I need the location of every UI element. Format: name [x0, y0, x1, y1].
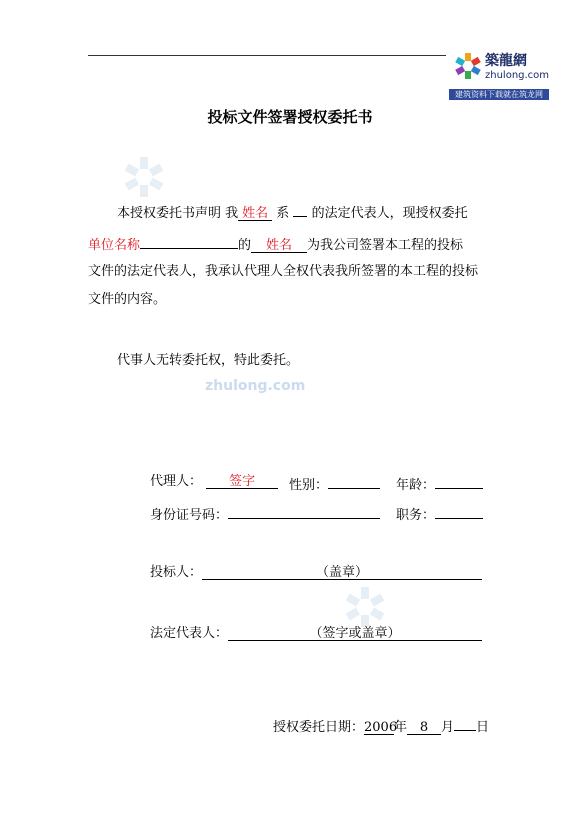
logo-url: zhulong.com — [485, 70, 550, 81]
watermark-snowflake-icon — [122, 155, 166, 199]
year-unit: 年 — [394, 720, 408, 735]
zhulong-logo — [449, 48, 549, 100]
authorization-date — [273, 717, 489, 735]
id-number-blank — [228, 505, 380, 519]
agent-name-field: 姓名 — [251, 239, 307, 253]
paragraph-1-line-2 — [88, 235, 463, 253]
gender-blank — [328, 475, 380, 489]
agent-row — [150, 475, 278, 489]
id-row — [150, 505, 380, 523]
date-year: 2006 — [364, 720, 398, 735]
age-blank — [435, 475, 483, 489]
paragraph-1-line-4: 文件的内容。 — [88, 292, 167, 307]
position-label: 职务： — [396, 508, 436, 523]
date-month: 8 — [407, 721, 441, 735]
snowflake-logo-icon — [453, 51, 483, 81]
unit-name-field: 单位名称 — [88, 238, 141, 253]
text: 本授权委托书声明 我 — [117, 206, 239, 221]
month-unit: 月 — [441, 720, 455, 735]
company-blank — [293, 203, 307, 217]
principal-name-field: 姓名 — [238, 207, 272, 221]
legal-rep-label: 法定代表人： — [150, 626, 229, 641]
bidder-row — [150, 566, 482, 580]
paragraph-2: 代事人无转委托权，特此委托。 — [117, 353, 300, 368]
position-blank — [435, 505, 483, 519]
document-title: 投标文件签署授权委托书 — [207, 108, 373, 126]
bidder-note: （盖章） — [316, 565, 369, 580]
paragraph-1-line-1 — [117, 203, 468, 221]
date-label: 授权委托日期： — [273, 720, 365, 735]
logo-slogan: 建筑资料下载就在筑龙网 — [449, 89, 549, 100]
watermark-text: zhulong.com — [205, 378, 306, 394]
day-unit: 日 — [476, 720, 490, 735]
text: 系 — [276, 206, 290, 221]
gender-label: 性别： — [289, 478, 329, 493]
paragraph-1-line-3: 文件的法定代表人，我承认代理人全权代表我所签署的本工程的投标 — [88, 264, 479, 279]
unit-name-blank — [140, 235, 238, 249]
agent-label: 代理人： — [150, 474, 203, 489]
date-day-blank — [454, 717, 476, 731]
text: 为我公司签署本工程的投标 — [307, 238, 464, 253]
age-label: 年龄： — [396, 478, 436, 493]
text: 的法定代表人，现授权委托 — [311, 206, 468, 221]
watermark-snowflake-icon — [343, 585, 387, 629]
logo-title: 築龍網 — [485, 53, 527, 69]
id-label: 身份证号码： — [150, 508, 229, 523]
age-row — [396, 475, 483, 493]
text: 的 — [238, 238, 252, 253]
legal-rep-signature-field — [228, 627, 482, 641]
legal-rep-note: （签字或盖章） — [309, 626, 401, 641]
legal-rep-row — [150, 627, 482, 641]
agent-signature-field: 签字 — [206, 475, 278, 489]
header-rule — [88, 55, 446, 56]
position-row — [396, 505, 483, 523]
bidder-stamp-field — [202, 566, 482, 580]
bidder-label: 投标人： — [150, 565, 203, 580]
gender-row — [289, 475, 380, 493]
